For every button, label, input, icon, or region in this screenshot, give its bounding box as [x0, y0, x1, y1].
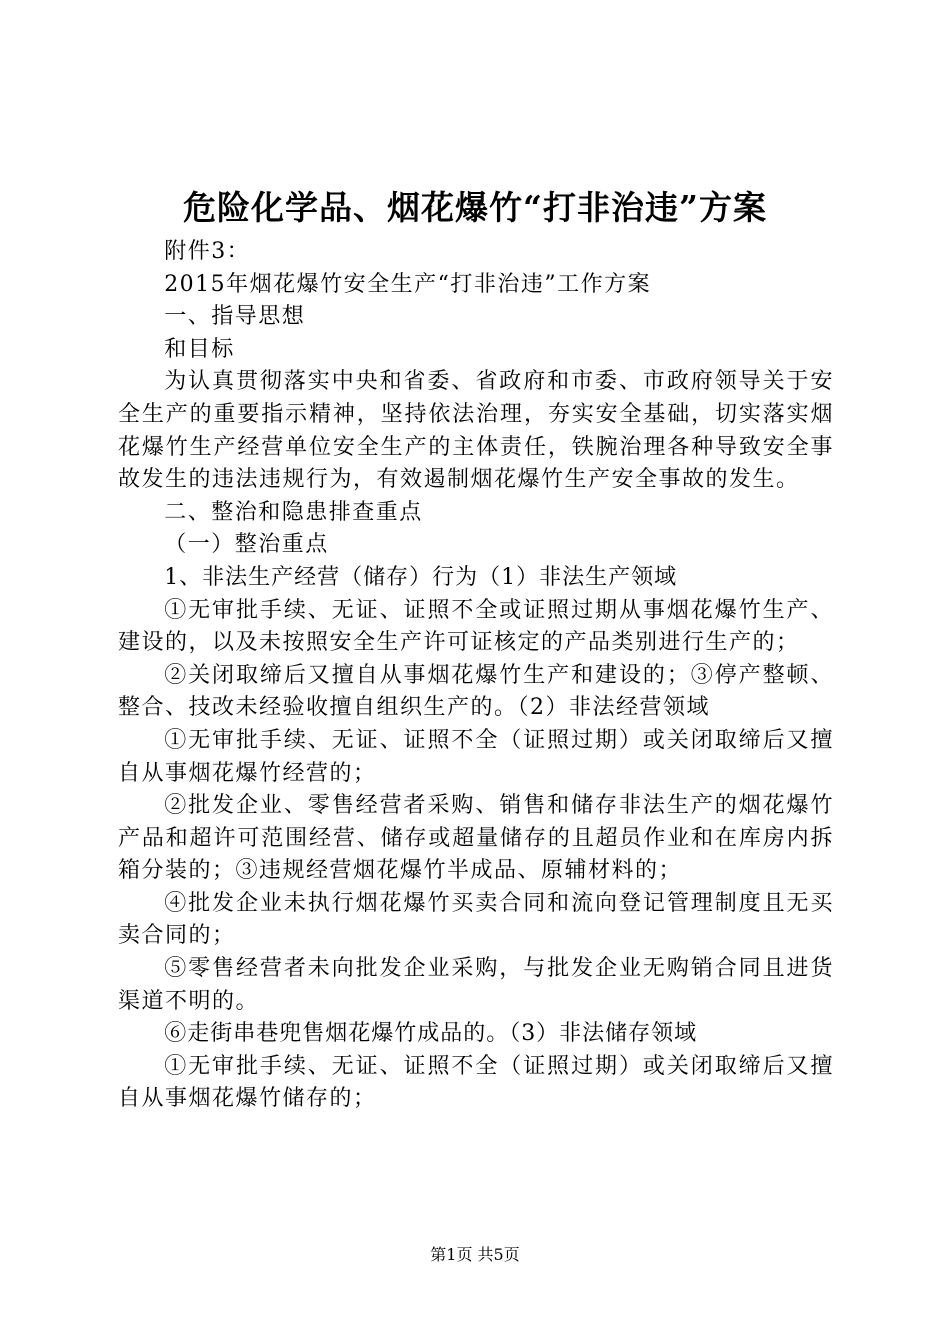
paragraph-item-4: ②批发企业、零售经营者采购、销售和储存非法生产的烟花爆竹产品和超许可范围经营、储存或超量储存的且超员作业和在库房内拆箱分装的；③违规经营烟花爆竹半成品、原辅材料的；	[118, 793, 834, 884]
page-indicator: 第1页 共5页	[430, 1245, 520, 1264]
paragraph-illegal-production: 1、非法生产经营（储存）行为（1）非法生产领域	[164, 564, 678, 590]
paragraph-item-2: ②关闭取缔后又擅自从事烟花爆竹生产和建设的；③停产整顿、整合、技改未经验收擅自组织生产的。（2）非法经营领域	[118, 662, 834, 721]
document-title: 危险化学品、烟花爆竹“打非治违”方案	[183, 188, 767, 227]
paragraph-item-1: ①无审批手续、无证、证照不全或证照过期从事烟花爆竹生产、建设的，以及未按照安全生产许可证核定的产品类别进行生产的；	[118, 597, 834, 656]
paragraph-item-3: ①无审批手续、无证、证照不全（证照过期）或关闭取缔后又擅自从事烟花爆竹经营的；	[118, 727, 834, 786]
heading-guiding-thought: 一、指导思想	[164, 304, 306, 330]
paragraph-item-8: ①无审批手续、无证、证照不全（证照过期）或关闭取缔后又擅自从事烟花爆竹储存的；	[118, 1053, 834, 1112]
paragraph-item-5: ④批发企业未执行烟花爆竹买卖合同和流向登记管理制度且无买卖合同的；	[118, 890, 834, 949]
paragraph-item-7: ⑥走街串巷兜售烟花爆竹成品的。（3）非法储存领域	[164, 1021, 698, 1047]
paragraph-intro: 为认真贯彻落实中央和省委、省政府和市委、市政府领导关于安全生产的重要指示精神，坚持依法治理，夯实安全基础，切实落实烟花爆竹生产经营单位安全生产的主体责任，铁腕治理各种导致安全事故发生的违法违规行为，有效遏制烟花爆竹生产安全事故的发生。	[118, 369, 834, 493]
heading-rectification-focus: 二、整治和隐患排查重点	[164, 499, 423, 525]
document-body	[118, 236, 834, 1116]
heading-and-goals: 和目标	[164, 336, 235, 362]
heading-section-one: （一）整治重点	[164, 532, 329, 558]
paragraph-plan-title: 2015年烟花爆竹安全生产“打非治违”工作方案	[164, 271, 652, 297]
paragraph-attachment: 附件3：	[164, 239, 251, 264]
paragraph-item-6: ⑤零售经营者未向批发企业采购，与批发企业无购销合同且进货渠道不明的。	[118, 956, 834, 1014]
